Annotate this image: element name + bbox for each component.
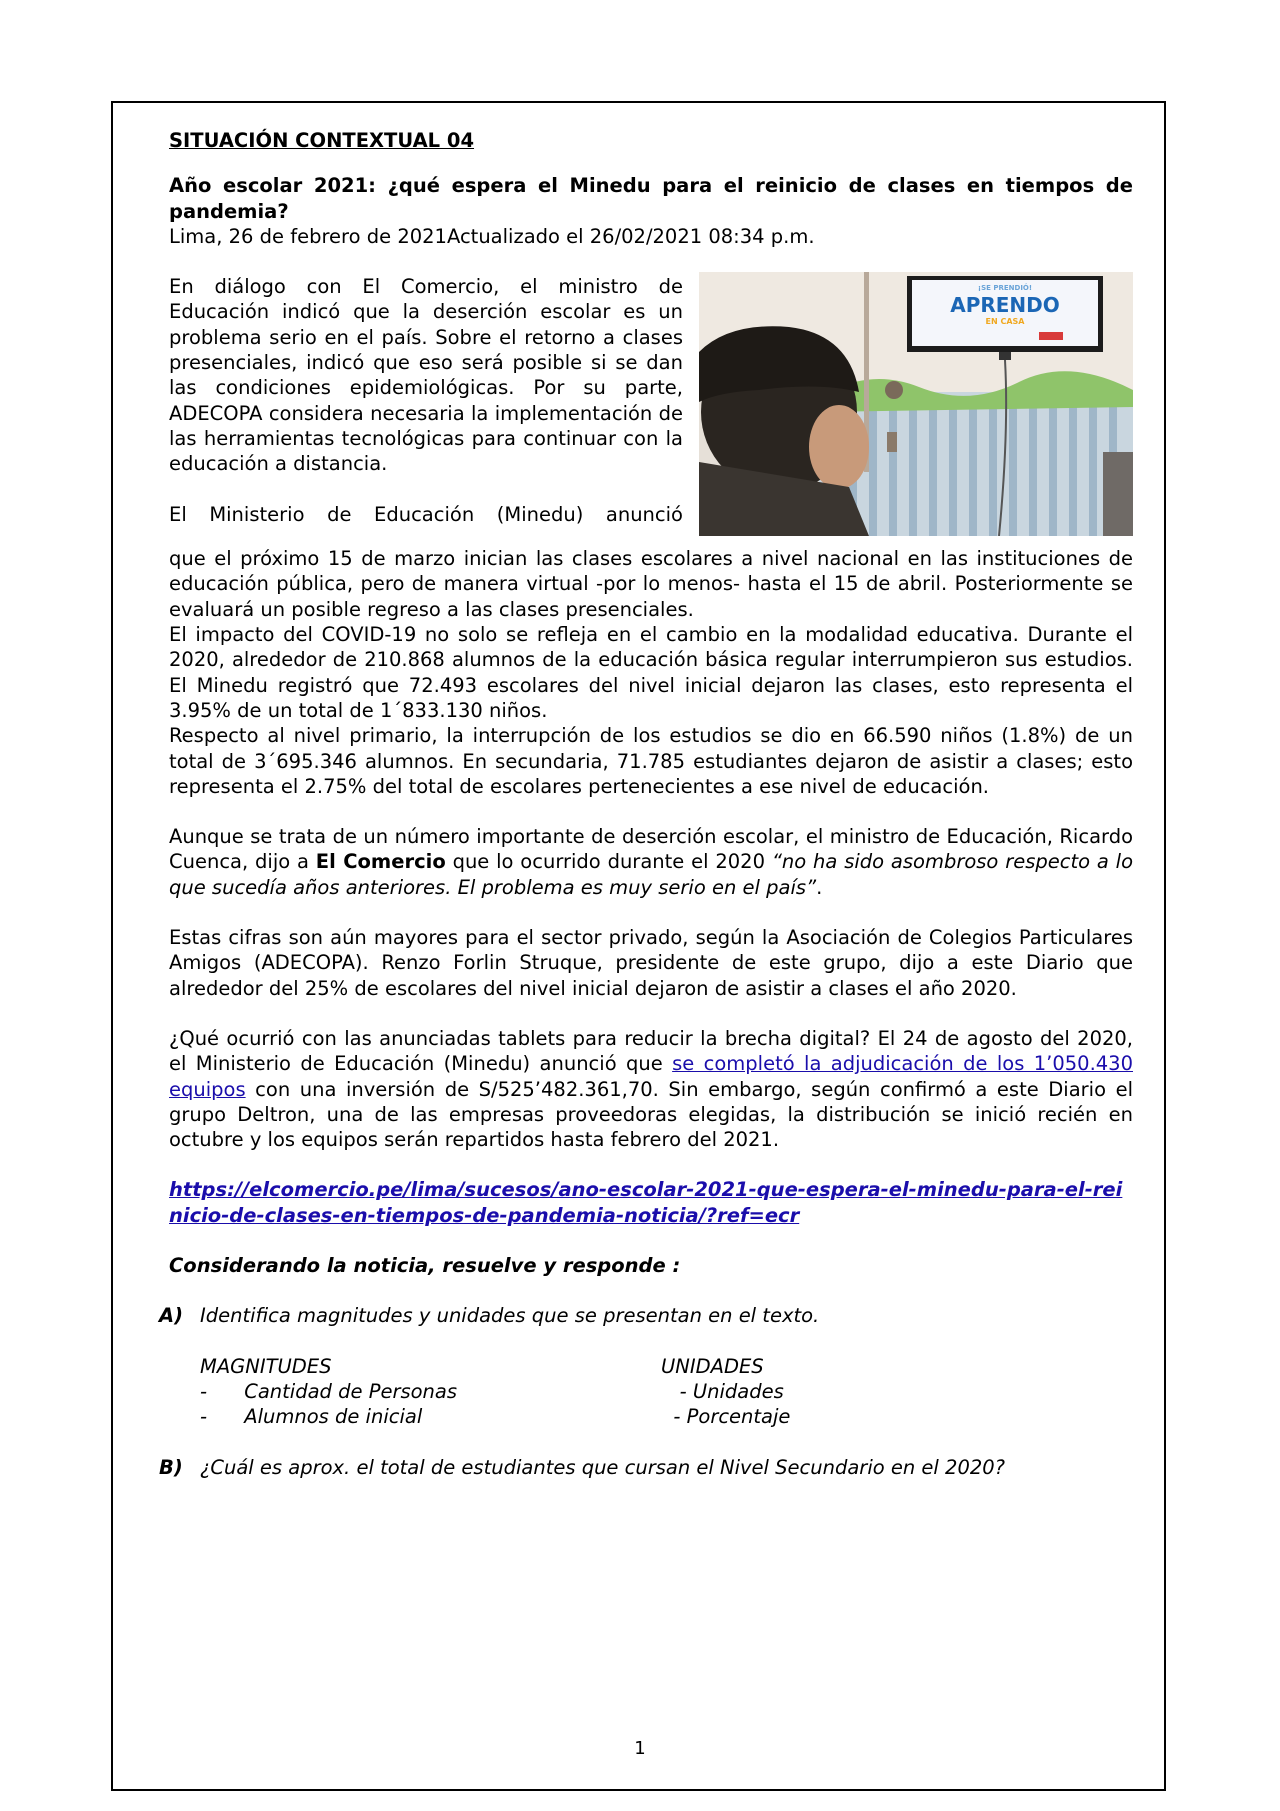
news-photo-student-watching-tv (699, 272, 1133, 536)
magnitudes-header: MAGNITUDES (200, 1354, 332, 1378)
paragraph-5: Aunque se trata de un número importante de deserción escolar, el ministro de Educación, Ricardo Cuenca, dijo a El Comercio que lo ocurrido durante el 2020 “no ha sido asombroso respecto a lo que sucedía años anteriores. El problema es muy serio en el país”. (169, 825, 1133, 899)
magnitudes-units-table (169, 1354, 1133, 1430)
question-a-label: A) (159, 1304, 184, 1328)
question-a-text: Identifica magnitudes y unidades que se presentan en el texto. (200, 1304, 820, 1328)
paragraph-6: Estas cifras son aún mayores para el sector privado, según la Asociación de Colegios Particulares Amigos (ADECOPA). Renzo Forlin Struque, presidente de este grupo, dijo a este Diario que alrededor del 25% de escolares del nivel inicial dejaron de asistir a clases el año 2020. (169, 926, 1133, 1000)
source-url-link[interactable]: https://elcomercio.pe/lima/sucesos/ano-escolar-2021-que-espera-el-minedu-para-el-reinicio-de-clases-en-tiempos-de-pandemia-noticia/?ref=ecr (169, 1178, 1123, 1227)
units-header: UNIDADES (661, 1354, 764, 1378)
tv-logo-text: APRENDO (950, 293, 1060, 318)
question-a (159, 1303, 1133, 1328)
adjudicacion-link[interactable]: se completó la adjudicación de los 1’050.430 equipos (169, 1052, 1133, 1101)
question-b-text: ¿Cuál es aprox. el total de estudiantes que cursan el Nivel Secundario en el 2020? (200, 1455, 1006, 1479)
minister-quote: “no ha sido asombroso respecto a lo que sucedía años anteriores. El problema es muy serio en el país” (169, 850, 1133, 899)
el-comercio-bold: El Comercio (315, 850, 446, 874)
magnitude-item: - Alumnos de inicial (200, 1405, 423, 1429)
paragraph-2: que el próximo 15 de marzo inician las clases escolares a nivel nacional en las instituciones de educación pública, pero de manera virtual -por lo menos- hasta el 15 de abril. Posteriormente se evaluará un posible regreso a las clases presenciales. (169, 547, 1133, 621)
question-b-label: B) (159, 1455, 183, 1479)
question-b (159, 1455, 1133, 1480)
paragraph-2-lead: El Ministerio de Educación (Minedu) anunció (169, 502, 683, 526)
paragraph-3: El impacto del COVID-19 no solo se refleja en el cambio en la modalidad educativa. Durante el 2020, alrededor de 210.868 alumnos de la educación básica regular interrumpieron sus estudios. El Minedu registró que 72.493 escolares del nivel inicial dejaron las clases, esto representa el 3.95% de un total de 1´833.130 niños. (169, 623, 1133, 722)
paragraph-7: ¿Qué ocurrió con las anunciadas tablets para reducir la brecha digital? El 24 de agosto del 2020, el Ministerio de Educación (Minedu) anunció que se completó la adjudicación de los 1’050.430 equipos con una inversión de S/525’482.361,70. Sin embargo, según confirmó a este Diario el grupo Deltron, una de las empresas proveedoras elegidas, la distribución se inició recién en octubre y los equipos serán repartidos hasta febrero del 2021. (169, 1026, 1133, 1152)
article-dateline: Lima, 26 de febrero de 2021Actualizado el 26/02/2021 08:34 p.m. (169, 224, 815, 248)
units-column (661, 1354, 790, 1430)
magnitude-item: - Cantidad de Personas (200, 1379, 458, 1403)
tv-top-text: ¡SE PRENDIÓ! (977, 284, 1033, 293)
unit-item: - Porcentaje (661, 1405, 791, 1429)
section-title: SITUACIÓN CONTEXTUAL 04 (169, 129, 475, 152)
article-headline: Año escolar 2021: ¿qué espera el Minedu para el reinicio de clases en tiempos de pandemia? (169, 174, 1133, 223)
paragraph-1: En diálogo con El Comercio, el ministro de Educación indicó que la deserción escolar es un problema serio en el país. Sobre el retorno a clases presenciales, indicó que eso será posible si se dan las condiciones epidemiológicas. Por su parte, ADECOPA considera necesaria la implementación de las herramientas tecnológicas para continuar con la educación a distancia. (169, 275, 683, 476)
magnitudes-column (200, 1354, 457, 1430)
source-url-paragraph (169, 1177, 1133, 1228)
unit-item: - Unidades (661, 1379, 784, 1403)
page-number: 1 (634, 1738, 646, 1759)
instruction-text: Considerando la noticia, resuelve y responde : (169, 1254, 681, 1278)
document-body (159, 128, 1133, 1480)
paragraph-4: Respecto al nivel primario, la interrupción de los estudios se dio en 66.590 niños (1.8%) de un total de 3´695.346 alumnos. En secundaria, 71.785 estudiantes dejaron de asistir a clases; esto representa el 2.75% del total de escolares pertenecientes a ese nivel de educación. (169, 724, 1133, 798)
tv-logo-subtext: EN CASA (985, 317, 1025, 327)
